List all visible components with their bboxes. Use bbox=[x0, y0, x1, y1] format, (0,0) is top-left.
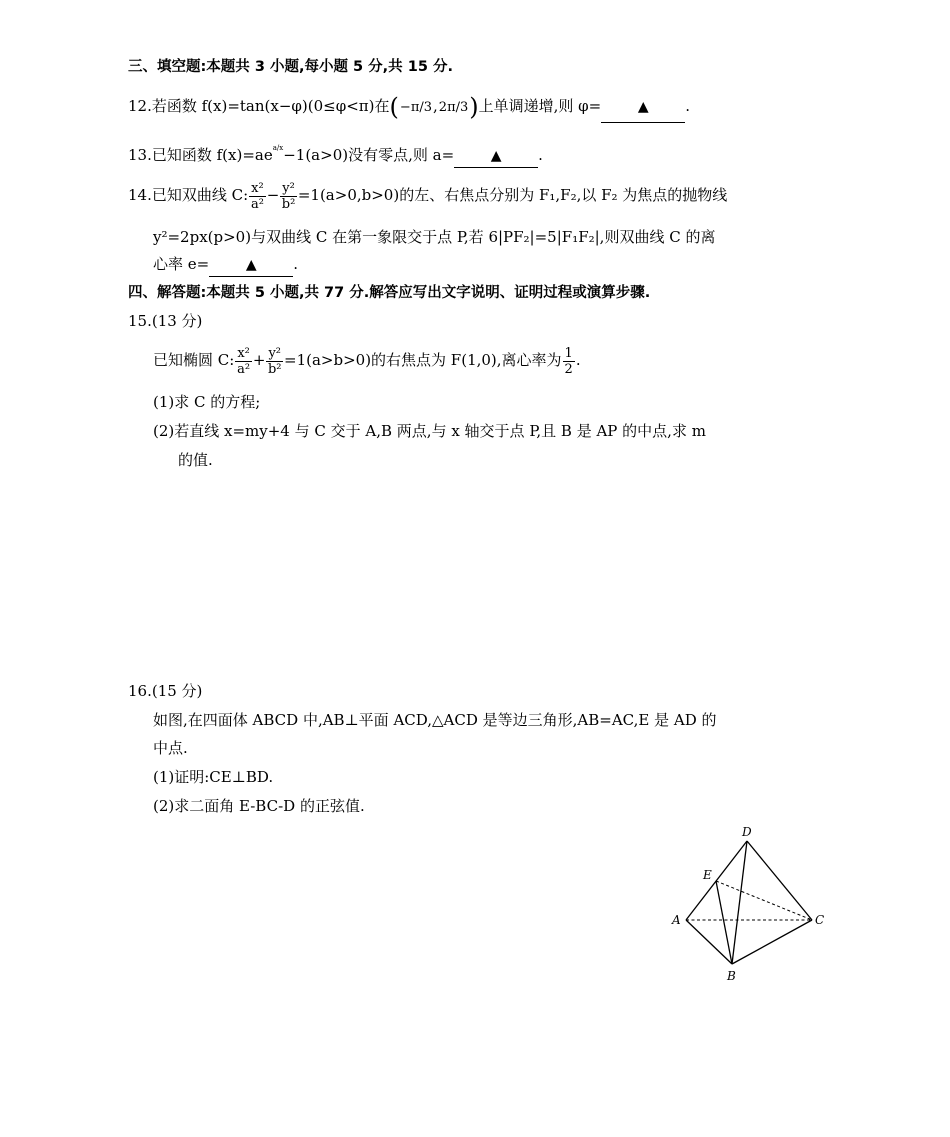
question-14-line-2: y²=2px(p>0)与双曲线 C 在第一象限交于点 P,若 6|PF₂|=5|F₁F₂|,则双曲线 C 的离 bbox=[153, 228, 716, 246]
q15-ecc-num: 1 bbox=[564, 345, 573, 361]
q12-suffix: 上单调递增,则 φ= bbox=[478, 97, 602, 115]
question-12: 12.若函数 f(x)=tan(x−φ)(0≤φ<π)在( −π/3 , 2π/3 )上单调递增,则 φ= ▲ . bbox=[128, 93, 691, 121]
q12-answer-blank[interactable] bbox=[601, 91, 685, 123]
label-D: D bbox=[742, 825, 752, 839]
question-14-line-1 bbox=[128, 178, 727, 212]
q14-frac-y-den: b² bbox=[281, 196, 296, 212]
tetrahedron-figure bbox=[660, 818, 840, 990]
q15-part-1: (1)求 C 的方程; bbox=[153, 393, 261, 411]
q12-expression: f(x)=tan(x−φ)(0≤φ<π) bbox=[201, 97, 375, 115]
q13-suffix: 没有零点,则 a= bbox=[348, 146, 455, 164]
q12-upper-bound bbox=[439, 100, 468, 115]
q14-end: . bbox=[293, 255, 298, 273]
q16-stem-line-2: 中点. bbox=[153, 739, 188, 757]
q15-eccentricity bbox=[563, 346, 575, 377]
q15-frac-x-num: x² bbox=[237, 345, 250, 361]
q14-answer-blank[interactable] bbox=[209, 253, 293, 277]
label-A: A bbox=[672, 913, 681, 927]
q14-line1-rest: 的左、右焦点分别为 F₁,F₂,以 F₂ 为焦点的抛物线 bbox=[399, 186, 728, 204]
q12-lower-value: −π/3 bbox=[399, 99, 433, 115]
q16-part-2: (2)求二面角 E-BC-D 的正弦值. bbox=[153, 797, 365, 815]
edge-DC bbox=[747, 841, 812, 920]
edge-AD bbox=[686, 841, 747, 920]
q15-frac-y-den: b² bbox=[267, 361, 282, 377]
q14-prefix: 14.已知双曲线 C: bbox=[128, 186, 249, 204]
q15-header: 15.(13 分) bbox=[128, 312, 203, 330]
q16-stem-line-1: 如图,在四面体 ABCD 中,AB⊥平面 ACD,△ACD 是等边三角形,AB=AC,E 是 AD 的 bbox=[153, 711, 717, 729]
question-13 bbox=[128, 144, 543, 168]
q14-line3-prefix: 心率 e= bbox=[153, 255, 210, 273]
q14-equation-rest: =1(a>0,b>0) bbox=[297, 186, 400, 204]
q14-triangle-icon: ▲ bbox=[245, 257, 257, 273]
q15-stem-prefix: 已知椭圆 C: bbox=[153, 351, 235, 369]
q15-frac-x bbox=[235, 346, 252, 377]
q13-expression-a: f(x)=ae bbox=[216, 146, 273, 164]
q13-end: . bbox=[538, 146, 543, 164]
q14-frac-x-den: a² bbox=[250, 196, 264, 212]
edge-BC bbox=[732, 920, 812, 964]
q15-end: . bbox=[575, 351, 581, 369]
q12-left-paren: ( bbox=[389, 93, 399, 121]
q15-frac-y bbox=[266, 346, 283, 377]
label-B: B bbox=[727, 969, 736, 983]
q12-end: . bbox=[685, 97, 691, 115]
q12-prefix: 12.若函数 bbox=[128, 97, 202, 115]
edge-BD bbox=[732, 841, 747, 964]
label-E: E bbox=[703, 868, 712, 882]
q15-frac-x-den: a² bbox=[237, 361, 251, 377]
q16-header: 16.(15 分) bbox=[128, 682, 203, 700]
label-C: C bbox=[815, 913, 825, 927]
q13-expression-b: −1(a>0) bbox=[283, 146, 349, 164]
question-14-line-3 bbox=[153, 253, 298, 277]
q13-prefix: 13.已知函数 bbox=[128, 146, 217, 164]
q14-frac-y bbox=[280, 181, 297, 212]
q15-part-2-line-1: (2)若直线 x=my+4 与 C 交于 A,B 两点,与 x 轴交于点 P,且 B 是 AP 的中点,求 m bbox=[153, 422, 706, 440]
q15-equation-rest: =1(a>b>0)的右焦点为 F(1,0),离心率为 bbox=[284, 351, 562, 369]
q12-mid: 在 bbox=[374, 97, 390, 115]
q13-answer-blank[interactable] bbox=[454, 144, 538, 168]
q13-exponent: a/x bbox=[272, 144, 284, 152]
section4-heading: 四、解答题:本题共 5 小题,共 77 分.解答应写出文字说明、证明过程或演算步骤. bbox=[128, 285, 651, 301]
q15-ecc-den: 2 bbox=[564, 361, 573, 377]
q14-frac-x bbox=[249, 181, 266, 212]
q14-minus: − bbox=[266, 186, 280, 204]
q12-lower-bound bbox=[400, 100, 432, 115]
segment-EC-hidden bbox=[716, 881, 812, 920]
q15-plus: + bbox=[252, 351, 266, 369]
q15-stem bbox=[153, 342, 581, 378]
q13-triangle-icon: ▲ bbox=[490, 148, 502, 164]
q12-triangle-icon: ▲ bbox=[637, 99, 649, 115]
section3-heading: 三、填空题:本题共 3 小题,每小题 5 分,共 15 分. bbox=[128, 59, 453, 75]
q14-frac-x-num: x² bbox=[251, 180, 264, 196]
q15-part-2-line-2: 的值. bbox=[178, 451, 213, 469]
q15-frac-y-num: y² bbox=[268, 345, 281, 361]
q14-frac-y-num: y² bbox=[282, 180, 295, 196]
q12-right-paren: ) bbox=[469, 93, 479, 121]
q16-part-1: (1)证明:CE⊥BD. bbox=[153, 768, 274, 786]
q12-upper-value: 2π/3 bbox=[438, 99, 469, 115]
